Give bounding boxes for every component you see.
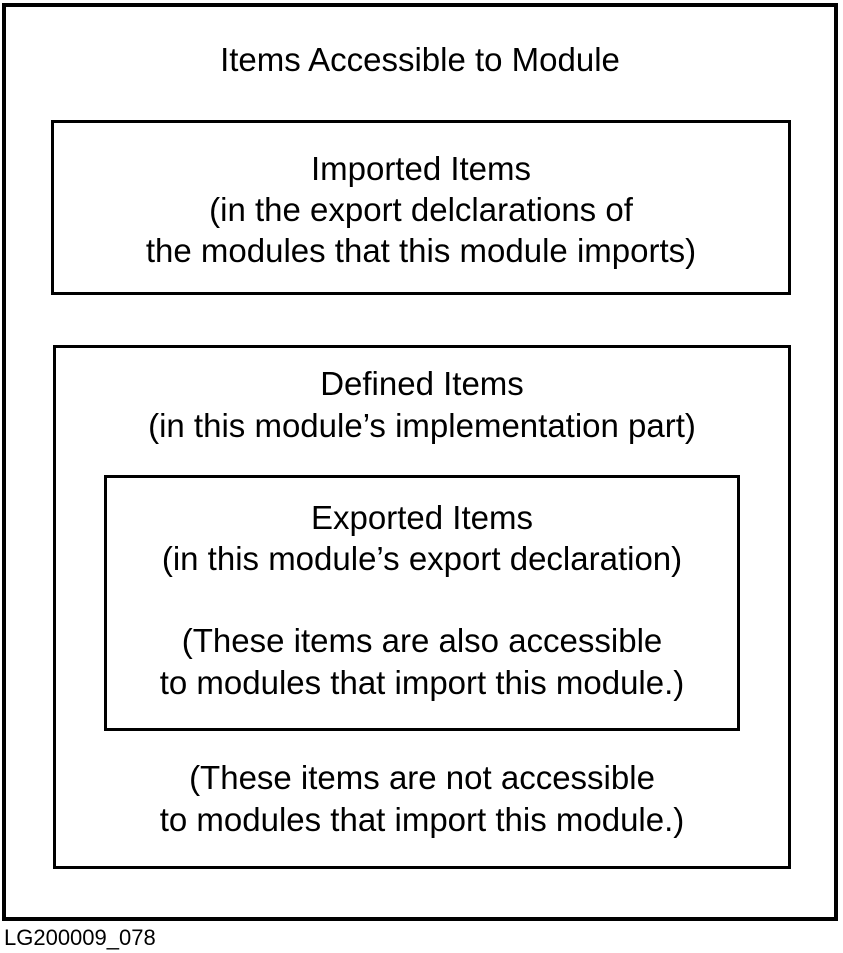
imported-items-line-2: the modules that this module imports): [145, 232, 697, 269]
exported-items-title: Exported Items: [311, 499, 533, 536]
defined-items-title: Defined Items: [320, 365, 524, 402]
figure-id-caption: LG200009_078: [4, 925, 156, 950]
exported-items-note-2: to modules that import this module.): [159, 664, 685, 701]
imported-items-title: Imported Items: [310, 150, 532, 187]
defined-items-note-1: (These items are not accessible: [189, 759, 655, 796]
outer-box-title: Items Accessible to Module: [220, 41, 620, 78]
exported-items-box: [104, 475, 740, 731]
exported-items-note-1: (These items are also accessible: [181, 622, 663, 659]
exported-items-line-1: (in this module’s export declaration): [161, 540, 683, 577]
defined-items-note-2: to modules that import this module.): [159, 801, 685, 838]
defined-items-line-1: (in this module’s implementation part): [148, 407, 696, 444]
imported-items-line-1: (in the export delclarations of: [209, 191, 633, 228]
imported-items-box: [51, 120, 791, 295]
